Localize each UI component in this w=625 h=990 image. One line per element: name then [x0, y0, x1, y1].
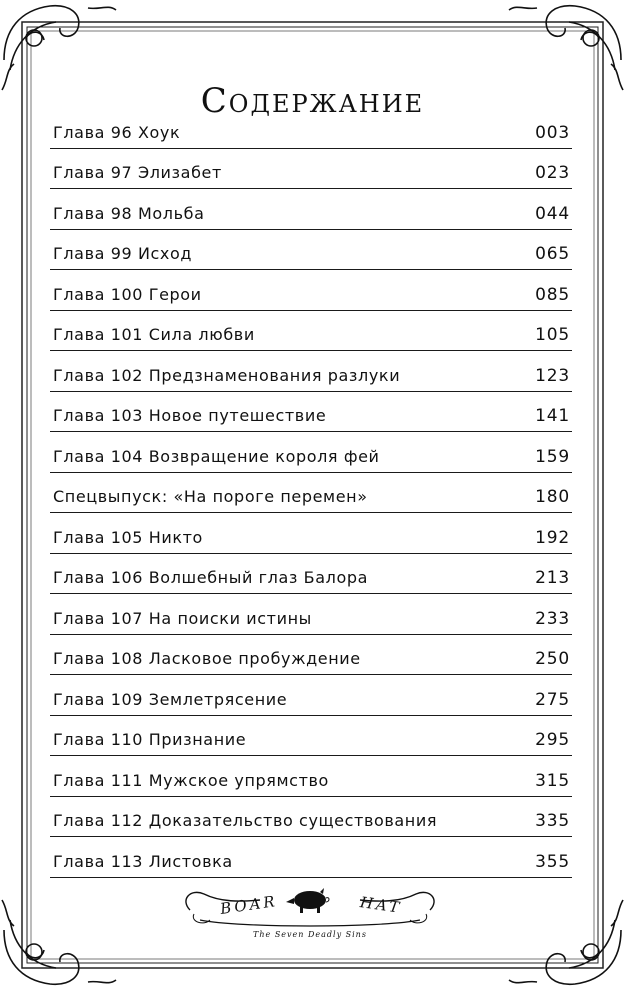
- toc-entry: [50, 230, 572, 271]
- toc-entry-label: Глава 104 Возвращение короля фей: [53, 446, 380, 466]
- toc-entry: [50, 635, 572, 676]
- toc-entry-label: Глава 112 Доказательство существования: [53, 811, 438, 830]
- toc-entry-page: 192: [535, 527, 570, 548]
- toc-entry-label: Глава 99 Исход: [53, 244, 193, 263]
- toc-entry-label: Глава 110 Признание: [53, 730, 247, 749]
- logo-word-left: BOAR: [219, 892, 279, 918]
- toc-entry-label: Спецвыпуск: «На пороге перемен»: [53, 487, 368, 506]
- toc-entry-page: 085: [535, 284, 570, 305]
- corner-ornament-bottom-left: [2, 900, 116, 984]
- toc-entry: [50, 554, 572, 595]
- toc-entry-page: 123: [535, 365, 570, 386]
- toc-entry-page: 275: [535, 689, 570, 710]
- toc-entry-page: 315: [535, 770, 570, 791]
- toc-entry: [50, 797, 572, 838]
- toc-entry-page: 233: [535, 608, 570, 629]
- toc-entry-label: Глава 97 Элизабет: [53, 163, 222, 182]
- toc-entry: [50, 392, 572, 433]
- toc-entry-label: Глава 113 Листовка: [53, 851, 233, 871]
- toc-entry-label: Глава 109 Землетрясение: [53, 689, 288, 709]
- logo-word-right: HAT: [358, 893, 404, 917]
- toc-entry-page: 159: [535, 446, 570, 467]
- table-of-contents: [50, 108, 572, 878]
- toc-entry-label: Глава 111 Мужское упрямство: [53, 770, 329, 790]
- toc-entry: [50, 473, 572, 514]
- corner-ornament-top-left: [2, 6, 116, 90]
- boar-icon: [286, 888, 329, 913]
- toc-entry-label: Глава 101 Сила любви: [53, 325, 255, 344]
- toc-entry: [50, 675, 572, 716]
- toc-entry-page: 355: [535, 851, 570, 872]
- toc-entry-page: 065: [535, 244, 570, 264]
- toc-entry: [50, 189, 572, 230]
- toc-entry-page: 295: [535, 730, 570, 750]
- logo-subtitle: The Seven Deadly Sins: [253, 930, 367, 939]
- toc-entry-label: Глава 103 Новое путешествие: [53, 406, 327, 425]
- toc-entry-page: 335: [535, 811, 570, 831]
- toc-entry-page: 044: [535, 203, 570, 224]
- toc-entry: [50, 837, 572, 878]
- toc-entry: [50, 311, 572, 352]
- toc-entry-label: Глава 106 Волшебный глаз Балора: [53, 568, 369, 587]
- toc-entry-label: Глава 102 Предзнаменования разлуки: [53, 365, 401, 385]
- logo-ornament: [180, 880, 440, 950]
- toc-entry-page: 213: [535, 568, 570, 588]
- toc-entry-page: 023: [535, 163, 570, 183]
- toc-entry-label: Глава 108 Ласковое пробуждение: [53, 649, 361, 668]
- toc-entry: [50, 270, 572, 311]
- toc-entry-page: 105: [535, 325, 570, 345]
- toc-entry: [50, 432, 572, 473]
- toc-entry: [50, 108, 572, 149]
- corner-ornament-top-right: [509, 6, 623, 90]
- toc-entry: [50, 716, 572, 757]
- toc-entry-page: 180: [535, 487, 570, 507]
- toc-entry: [50, 756, 572, 797]
- toc-entry-page: 003: [535, 122, 570, 143]
- toc-entry-label: Глава 105 Никто: [53, 527, 203, 547]
- toc-entry: [50, 351, 572, 392]
- toc-entry-label: Глава 107 На поиски истины: [53, 608, 312, 628]
- toc-entry-label: Глава 100 Герои: [53, 284, 202, 304]
- toc-entry-page: 250: [535, 649, 570, 669]
- toc-entry: [50, 594, 572, 635]
- boar-hat-logo: [180, 880, 440, 950]
- toc-entry-label: Глава 98 Мольба: [53, 203, 205, 223]
- page-title: Содержание: [200, 80, 425, 121]
- toc-entry-label: Глава 96 Хоук: [53, 122, 181, 142]
- toc-entry: [50, 149, 572, 190]
- corner-ornament-bottom-right: [509, 900, 623, 984]
- toc-entry-page: 141: [535, 406, 570, 426]
- toc-entry: [50, 513, 572, 554]
